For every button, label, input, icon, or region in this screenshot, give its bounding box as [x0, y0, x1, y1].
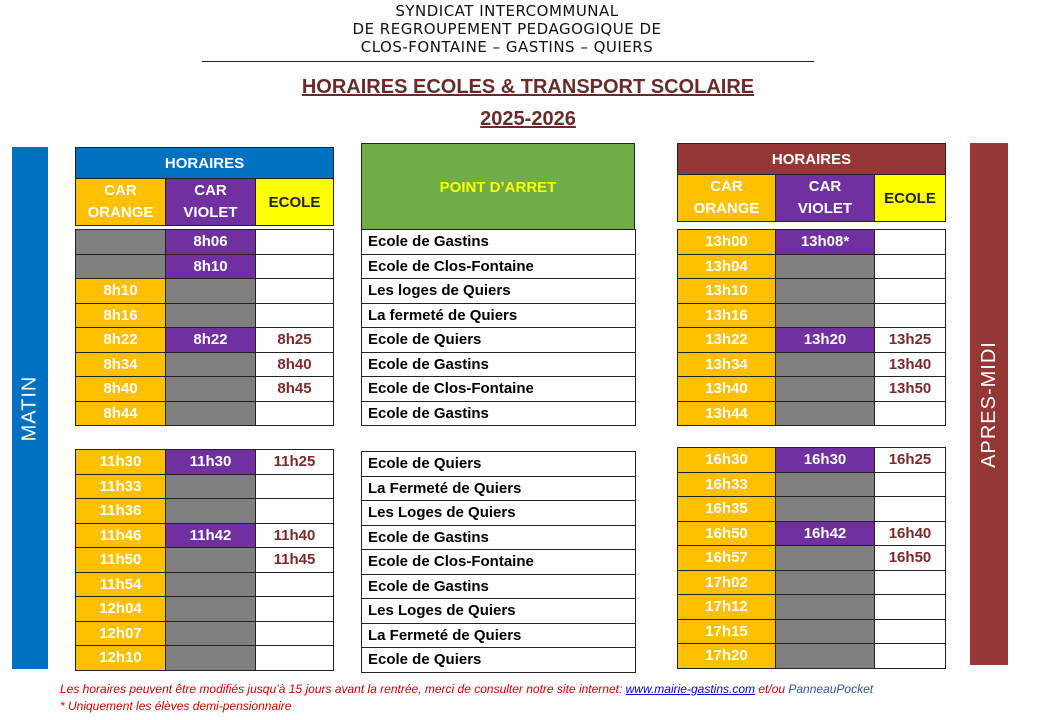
ecole-time	[256, 303, 334, 328]
org-header	[200, 2, 814, 56]
ecole-time: 13h25	[875, 328, 946, 353]
table-row	[76, 377, 334, 402]
car-violet-time: 8h10	[166, 254, 256, 279]
col-ecole: ECOLE	[256, 179, 334, 226]
stop-name: Ecole de Quiers	[362, 648, 636, 673]
car-orange-time: 13h44	[678, 401, 776, 426]
table-row	[362, 328, 636, 353]
car-violet-time	[776, 497, 875, 522]
table-row	[76, 523, 334, 548]
car-orange-time: 16h50	[678, 521, 776, 546]
ecole-time: 13h50	[875, 377, 946, 402]
table-row	[362, 599, 636, 624]
ecole-time	[256, 499, 334, 524]
page-title: HORAIRES ECOLES & TRANSPORT SCOLAIRE	[301, 76, 755, 98]
stop-name: Les Loges de Quiers	[362, 599, 636, 624]
table-row	[76, 646, 334, 671]
table-row	[76, 352, 334, 377]
afternoon-schedule-table-2	[677, 447, 946, 669]
car-orange-time: 16h30	[678, 448, 776, 473]
morning-schedule-table-2	[75, 449, 334, 671]
car-violet-time	[776, 377, 875, 402]
ecole-time	[875, 230, 946, 255]
side-bar-afternoon	[970, 143, 1008, 665]
stop-name: Ecole de Gastins	[362, 574, 636, 599]
ecole-time	[256, 401, 334, 426]
car-violet-time	[776, 279, 875, 304]
car-violet-time: 11h42	[166, 523, 256, 548]
car-orange-time: 17h20	[678, 644, 776, 669]
car-violet-time	[166, 401, 256, 426]
car-violet-time: 16h30	[776, 448, 875, 473]
table-row	[678, 595, 946, 620]
car-violet-time	[166, 279, 256, 304]
morning-schedule-table-1	[75, 229, 334, 426]
ecole-time: 16h50	[875, 546, 946, 571]
table-row	[76, 279, 334, 304]
ecole-time: 13h40	[875, 352, 946, 377]
ecole-time	[256, 646, 334, 671]
ecole-time: 16h25	[875, 448, 946, 473]
car-violet-time	[166, 499, 256, 524]
ecole-time	[875, 401, 946, 426]
org-line-3: CLOS-FONTAINE – GASTINS – QUIERS	[360, 38, 654, 56]
car-violet-time	[166, 548, 256, 573]
car-violet-time: 16h42	[776, 521, 875, 546]
car-orange-time: 8h40	[76, 377, 166, 402]
ecole-time	[256, 597, 334, 622]
table-row	[678, 644, 946, 669]
ecole-time	[256, 254, 334, 279]
table-row	[362, 352, 636, 377]
car-orange-time: 16h33	[678, 472, 776, 497]
table-row	[76, 548, 334, 573]
table-row	[76, 572, 334, 597]
panneaupocket-label: PanneauPocket	[788, 682, 874, 696]
table-row	[362, 525, 636, 550]
ecole-time: 16h40	[875, 521, 946, 546]
point-arret-header: POINT D’ARRET	[361, 143, 635, 231]
car-orange-time: 11h50	[76, 548, 166, 573]
stop-name: Les loges de Quiers	[362, 279, 636, 304]
car-orange-time: 12h07	[76, 621, 166, 646]
car-orange-time: 13h34	[678, 352, 776, 377]
side-label-morning: MATIN	[18, 375, 41, 441]
afternoon-header-table	[677, 143, 946, 222]
table-row	[362, 303, 636, 328]
car-violet-time	[776, 254, 875, 279]
stop-name: Ecole de Gastins	[362, 352, 636, 377]
ecole-time	[256, 621, 334, 646]
table-row	[76, 621, 334, 646]
car-violet-time	[166, 597, 256, 622]
ecole-time	[256, 474, 334, 499]
col-car-orange: CAR ORANGE	[678, 175, 776, 222]
stop-name: Ecole de Quiers	[362, 452, 636, 477]
ecole-time: 11h40	[256, 523, 334, 548]
car-orange-time: 12h04	[76, 597, 166, 622]
car-violet-time: 8h22	[166, 328, 256, 353]
afternoon-schedule-table-1	[677, 229, 946, 426]
stop-name: Ecole de Quiers	[362, 328, 636, 353]
footer-note: Les horaires peuvent être modifiés jusqu’à 15 jours avant la rentrée, merci de consulter notre site internet: www.mairie-gastins.com et/ou PanneauPocket	[60, 682, 874, 696]
stops-table-1	[361, 229, 636, 426]
ecole-time	[875, 570, 946, 595]
car-orange-time: 8h10	[76, 279, 166, 304]
stop-name: Ecole de Gastins	[362, 230, 636, 255]
table-row	[76, 254, 334, 279]
car-orange-time: 16h57	[678, 546, 776, 571]
car-orange-time: 16h35	[678, 497, 776, 522]
side-bar-morning	[12, 147, 48, 669]
table-row	[362, 501, 636, 526]
ecole-time	[875, 472, 946, 497]
ecole-time	[875, 497, 946, 522]
car-orange-time	[76, 254, 166, 279]
car-orange-time: 8h34	[76, 352, 166, 377]
table-row	[76, 499, 334, 524]
ecole-time	[256, 572, 334, 597]
table-row	[678, 328, 946, 353]
car-orange-time: 17h02	[678, 570, 776, 595]
morning-header-table	[75, 147, 334, 226]
car-violet-time	[776, 644, 875, 669]
car-violet-time	[776, 619, 875, 644]
car-orange-time: 12h10	[76, 646, 166, 671]
car-violet-time	[776, 352, 875, 377]
stop-name: La Fermeté de Quiers	[362, 476, 636, 501]
table-row	[362, 401, 636, 426]
table-row	[76, 474, 334, 499]
table-row	[362, 452, 636, 477]
ecole-time: 8h40	[256, 352, 334, 377]
table-row	[362, 254, 636, 279]
table-row	[362, 279, 636, 304]
ecole-time: 11h25	[256, 450, 334, 475]
car-orange-time: 13h00	[678, 230, 776, 255]
ecole-time	[875, 303, 946, 328]
ecole-time: 11h45	[256, 548, 334, 573]
col-car-violet: CAR VIOLET	[776, 175, 875, 222]
footer-text: Les horaires peuvent être modifiés jusqu’à 15 jours avant la rentrée, merci de consulter notre site internet:	[60, 682, 626, 696]
table-row	[678, 619, 946, 644]
table-row	[76, 597, 334, 622]
table-row	[678, 472, 946, 497]
car-violet-time: 13h20	[776, 328, 875, 353]
stop-name: Ecole de Clos-Fontaine	[362, 377, 636, 402]
ecole-time: 8h25	[256, 328, 334, 353]
car-violet-time	[776, 546, 875, 571]
car-violet-time	[776, 595, 875, 620]
car-orange-time: 13h16	[678, 303, 776, 328]
car-orange-time: 11h54	[76, 572, 166, 597]
ecole-time	[875, 254, 946, 279]
table-row	[678, 377, 946, 402]
table-row	[362, 623, 636, 648]
table-row	[362, 476, 636, 501]
table-row	[76, 401, 334, 426]
car-orange-time: 17h15	[678, 619, 776, 644]
car-orange-time: 13h04	[678, 254, 776, 279]
table-row	[362, 574, 636, 599]
car-violet-time	[166, 352, 256, 377]
table-row	[678, 303, 946, 328]
stops-table-2	[361, 451, 636, 673]
car-orange-time: 13h10	[678, 279, 776, 304]
car-orange-time: 8h16	[76, 303, 166, 328]
car-orange-time: 11h33	[76, 474, 166, 499]
table-row	[76, 303, 334, 328]
car-orange-time: 11h36	[76, 499, 166, 524]
table-row	[76, 450, 334, 475]
car-violet-time	[776, 401, 875, 426]
afternoon-horaires-header: HORAIRES	[678, 144, 946, 175]
table-row	[678, 546, 946, 571]
table-row	[678, 279, 946, 304]
table-row	[678, 230, 946, 255]
car-orange-time: 8h22	[76, 328, 166, 353]
footer-footnote: * Uniquement les élèves demi-pensionnaire	[60, 699, 292, 713]
ecole-time: 8h45	[256, 377, 334, 402]
col-car-orange: CAR ORANGE	[76, 179, 166, 226]
org-line-2: DE REGROUPEMENT PEDAGOGIQUE DE	[352, 20, 662, 38]
car-violet-time	[166, 572, 256, 597]
stop-name: Ecole de Clos-Fontaine	[362, 550, 636, 575]
col-ecole: ECOLE	[875, 175, 946, 222]
car-orange-time: 11h30	[76, 450, 166, 475]
ecole-time	[875, 619, 946, 644]
table-row	[678, 401, 946, 426]
ecole-time	[256, 279, 334, 304]
table-row	[678, 497, 946, 522]
ecole-time	[256, 230, 334, 255]
col-car-violet: CAR VIOLET	[166, 179, 256, 226]
table-row	[362, 550, 636, 575]
table-row	[678, 521, 946, 546]
car-violet-time: 11h30	[166, 450, 256, 475]
table-row	[362, 648, 636, 673]
car-violet-time: 8h06	[166, 230, 256, 255]
car-violet-time	[776, 303, 875, 328]
table-row	[678, 448, 946, 473]
car-orange-time: 8h44	[76, 401, 166, 426]
car-violet-time: 13h08*	[776, 230, 875, 255]
school-year: 2025-2026	[480, 108, 576, 130]
table-row	[362, 230, 636, 255]
table-row	[76, 230, 334, 255]
table-row	[76, 328, 334, 353]
table-row	[362, 377, 636, 402]
table-row	[678, 570, 946, 595]
car-violet-time	[166, 646, 256, 671]
car-violet-time	[166, 303, 256, 328]
stop-name: La Fermeté de Quiers	[362, 623, 636, 648]
car-violet-time	[166, 377, 256, 402]
website-link[interactable]: www.mairie-gastins.com	[625, 682, 756, 696]
morning-horaires-header: HORAIRES	[76, 148, 334, 179]
car-violet-time	[776, 570, 875, 595]
side-label-afternoon: APRES-MIDI	[977, 340, 1000, 468]
car-violet-time	[166, 474, 256, 499]
car-violet-time	[776, 472, 875, 497]
stop-name: Ecole de Gastins	[362, 525, 636, 550]
stop-name: Ecole de Clos-Fontaine	[362, 254, 636, 279]
stop-name: Ecole de Gastins	[362, 401, 636, 426]
ecole-time	[875, 644, 946, 669]
car-violet-time	[166, 621, 256, 646]
car-orange-time	[76, 230, 166, 255]
header-divider	[202, 61, 814, 62]
car-orange-time: 17h12	[678, 595, 776, 620]
stop-name: Les Loges de Quiers	[362, 501, 636, 526]
table-row	[678, 352, 946, 377]
car-orange-time: 13h22	[678, 328, 776, 353]
ecole-time	[875, 279, 946, 304]
car-orange-time: 11h46	[76, 523, 166, 548]
stop-name: La fermeté de Quiers	[362, 303, 636, 328]
ecole-time	[875, 595, 946, 620]
car-orange-time: 13h40	[678, 377, 776, 402]
table-row	[678, 254, 946, 279]
org-line-1: SYNDICAT INTERCOMMUNAL	[395, 2, 619, 20]
